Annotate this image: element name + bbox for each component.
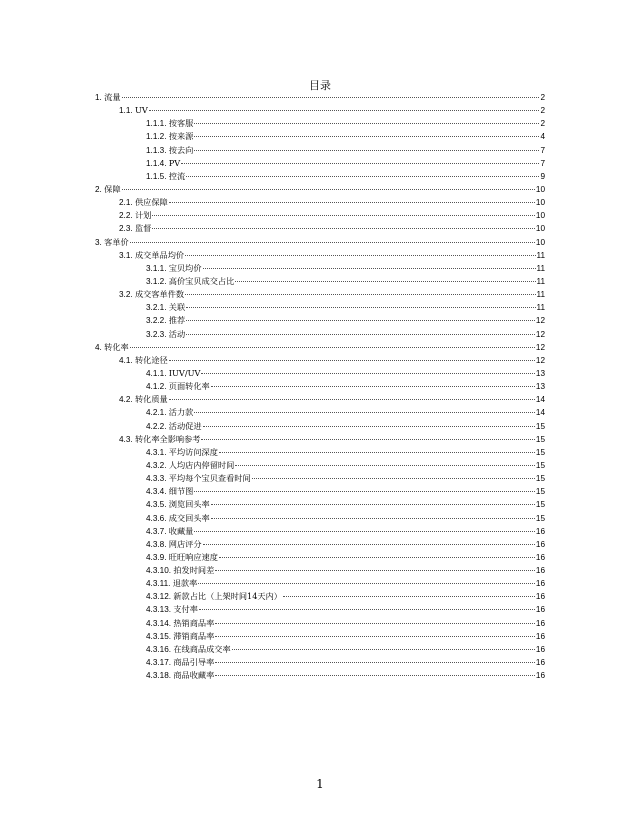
toc-entry[interactable] [0,275,640,288]
toc-entry-page: 16 [535,539,545,549]
dot-leader [122,189,535,190]
toc-entry[interactable] [0,485,640,498]
toc-entry-number: 3.1.1. [146,263,167,273]
toc-entry-page: 10 [535,224,545,234]
dot-leader [215,662,535,663]
toc-entry-page: 14 [535,395,545,405]
toc-entry-number: 3.2.1. [146,303,167,313]
toc-entry[interactable] [0,538,640,551]
dot-leader [199,609,535,610]
toc-entry-page: 16 [535,631,545,641]
toc-entry[interactable] [0,459,640,472]
toc-entry-label: 网店评分 [168,538,202,549]
dot-leader [181,163,539,164]
toc-entry-page: 15 [535,500,545,510]
toc-entry[interactable] [0,354,640,367]
toc-entry-label: 按客服 [168,118,194,129]
toc-entry[interactable] [0,420,640,433]
toc-entry-page: 16 [535,644,545,654]
toc-entry-label: 供应保障 [134,197,168,208]
toc-entry-number: 4.3.2. [146,460,167,470]
dot-leader [130,347,535,348]
toc-entry-label: 宝贝均价 [168,262,202,273]
dot-leader [194,123,539,124]
toc-entry-number: 4.2.2. [146,421,167,431]
dot-leader [186,320,535,321]
toc-entry-label: 关联 [168,302,186,313]
dot-leader [186,307,535,308]
toc-entry-number: 3.1. [119,250,133,260]
toc-entry-label: 推荐 [168,315,186,326]
toc-entry-page: 15 [535,421,545,431]
toc-entry-label: 转化质量 [134,394,168,405]
dot-leader [211,504,535,505]
toc-entry-number: 4.3.11. [146,579,171,589]
toc-entry-label: 在线商品成交率 [173,643,231,654]
toc-entry[interactable] [0,617,640,630]
dot-leader [194,491,535,492]
toc-entry[interactable] [0,144,640,157]
toc-entry[interactable] [0,262,640,275]
dot-leader [169,399,535,400]
toc-entry-number: 3. [95,237,102,247]
toc-entry[interactable] [0,91,640,104]
toc-entry-number: 4.1.1. [146,368,167,378]
toc-entry-page: 16 [535,526,545,536]
toc-entry[interactable] [0,236,640,249]
toc-entry-number: 4.3.12. [146,592,172,602]
toc-entry-page: 7 [540,158,545,168]
toc-entry-label: 成交单品均价 [134,249,185,260]
toc-entry-number: 4.2.1. [146,408,167,418]
toc-entry[interactable] [0,104,640,117]
dot-leader [122,97,540,98]
toc-entry[interactable] [0,288,640,301]
toc-entry-label: 热销商品率 [173,617,215,628]
toc-entry-number: 3.2. [119,290,133,300]
toc-entry-page: 16 [535,566,545,576]
toc-entry-number: 1.1.1. [146,119,167,129]
toc-entry-number: 3.2.2. [146,316,167,326]
toc-entry-number: 2.1. [119,198,133,208]
toc-entry-number: 1.1.4. [146,158,167,168]
toc-entry-number: 1.1. [119,106,133,116]
toc-entry-label: 转化途径 [134,354,168,365]
dot-leader [186,176,539,177]
toc-entry[interactable] [0,433,640,446]
dot-leader [235,465,535,466]
toc-entry-number: 1.1.3. [146,145,167,155]
dot-leader [215,570,535,571]
toc-entry[interactable] [0,551,640,564]
toc-entry-label: 计划 [134,210,152,221]
toc-entry-page: 15 [535,513,545,523]
toc-entry-number: 4.3.18. [146,671,172,681]
toc-entry-label: 页面转化率 [168,381,210,392]
toc-entry[interactable] [0,301,640,314]
toc-entry-number: 4.3.8. [146,539,167,549]
toc-entry-page: 12 [535,316,545,326]
toc-entry-number: 4.3.10. [146,566,172,576]
toc-entry-number: 3.2.3. [146,329,167,339]
toc-entry-page: 15 [535,447,545,457]
toc-entry-page: 15 [535,474,545,484]
toc-entry[interactable] [0,183,640,196]
toc-entry-number: 1. [95,93,102,102]
dot-leader [185,255,535,256]
toc-entry-page: 16 [535,552,545,562]
toc-entry-label: 平均访问深度 [168,446,218,457]
toc-entry[interactable] [0,656,640,669]
toc-entry-label: 细节图 [168,486,194,497]
toc-entry[interactable] [0,170,640,183]
toc-entry[interactable] [0,222,640,235]
toc-entry-page: 16 [535,579,545,589]
dot-leader [219,557,535,558]
toc-entry-label: 商品收藏率 [173,670,215,681]
toc-entry[interactable] [0,446,640,459]
toc-entry-number: 4.3. [119,434,133,444]
toc-entry[interactable] [0,564,640,577]
dot-leader [194,412,535,413]
toc-entry-page: 4 [540,132,545,142]
toc-entry[interactable] [0,130,640,143]
dot-leader [211,518,535,519]
toc-entry-page: 12 [535,355,545,365]
toc-title: 目录 [309,79,331,92]
toc-entry[interactable] [0,393,640,406]
toc-entry-page: 11 [536,303,545,313]
toc-entry-page: 13 [535,382,545,392]
toc-entry-page: 16 [535,671,545,681]
toc-entry[interactable] [0,367,640,380]
toc-entry[interactable] [0,157,640,170]
toc-entry-label: 活力款 [168,407,194,418]
toc-entry[interactable] [0,512,640,525]
toc-entry[interactable] [0,380,640,393]
dot-leader [203,268,536,269]
toc-entry-page: 15 [535,487,545,497]
toc-entry-label: 滞销商品率 [173,630,215,641]
toc-entry-label: 流量 [104,92,121,102]
toc-entry-number: 4.2. [119,395,133,405]
dot-leader [194,531,535,532]
toc-entry-label: 按来源 [168,131,194,142]
toc-entry[interactable] [0,406,640,419]
toc-entry-label: 人均店内停留时间 [168,459,235,470]
toc-entry-page: 11 [536,263,545,273]
toc-entry-label: 活动促进 [168,420,202,431]
toc-entry-number: 2. [95,184,102,194]
toc-entry-number: 4. [95,342,102,352]
toc-entry-label: 拍发时间差 [173,565,215,576]
dot-leader [235,281,535,282]
toc-entry-page: 16 [535,605,545,615]
toc-entry[interactable] [0,249,640,262]
toc-entry-label: 退款率 [172,578,198,589]
toc-entry-label: 收藏量 [168,525,194,536]
toc-entry-label: 转化率 [104,341,129,352]
toc-entry-page: 12 [535,342,545,352]
toc-entry-page: 16 [535,658,545,668]
toc-entry-number: 4.3.13. [146,605,172,615]
dot-leader [215,675,535,676]
toc-entry-number: 2.2. [119,211,133,221]
toc-entry-label: 监督 [134,223,152,234]
toc-entry-page: 11 [536,276,545,286]
dot-leader [252,478,535,479]
toc-entry[interactable] [0,498,640,511]
toc-entry-page: 10 [535,184,545,194]
toc-entry[interactable] [0,525,640,538]
dot-leader [152,228,535,229]
toc-entry-label: 成交客单件数 [134,289,185,300]
toc-entry[interactable] [0,328,640,341]
toc-entry-page: 16 [535,592,545,602]
toc-entry-page: 7 [540,145,545,155]
toc-entry[interactable] [0,577,640,590]
toc-entry-page: 9 [540,171,545,181]
toc-entry[interactable] [0,341,640,354]
dot-leader [201,439,534,440]
toc-entry[interactable] [0,630,640,643]
page-number: 1 [316,777,324,791]
toc-entry[interactable] [0,603,640,616]
toc-entry-page: 2 [540,119,545,129]
dot-leader [194,150,539,151]
toc-entry-number: 4.3.9. [146,552,167,562]
toc-entry-number: 4.3.14. [146,618,172,628]
toc-entry-page: 12 [535,329,545,339]
toc-entry-label: IUV/UV [168,367,201,378]
toc-entry-number: 1.1.5. [146,171,167,181]
toc-entry-number: 2.3. [119,224,133,234]
toc-entry[interactable] [0,472,640,485]
toc-entry-page: 2 [540,93,545,102]
toc-entry-label: 成交回头率 [168,512,210,523]
toc-entry-page: 11 [536,290,545,300]
dot-leader [186,334,535,335]
toc-entry-label: 活动 [168,328,186,339]
toc-entry-number: 4.3.3. [146,474,167,484]
dot-leader [283,596,535,597]
dot-leader [201,373,534,374]
toc-entry-label: 转化率全影响参考 [134,433,201,444]
toc-entry-number: 3.1.2. [146,276,167,286]
dot-leader [149,110,540,111]
toc-entry-page: 14 [535,408,545,418]
toc-entry-label: PV [168,157,181,168]
toc-entry-page: 10 [535,211,545,221]
table-of-contents [0,91,640,682]
dot-leader [130,242,535,243]
toc-entry-number: 4.1. [119,355,133,365]
toc-entry-number: 4.3.5. [146,500,167,510]
toc-entry-number: 4.3.4. [146,487,167,497]
toc-entry-number: 4.3.16. [146,644,172,654]
toc-entry-label: 保障 [104,183,121,194]
toc-entry[interactable] [0,669,640,682]
toc-entry-label: 浏览回头率 [168,499,210,510]
toc-entry-label: 高价宝贝成交占比 [168,275,235,286]
toc-entry-page: 11 [536,250,545,260]
dot-leader [219,452,535,453]
toc-entry-page: 10 [535,237,545,247]
dot-leader [185,294,535,295]
dot-leader [152,215,535,216]
toc-entry-page: 2 [540,106,545,116]
dot-leader [215,623,535,624]
toc-entry-page: 10 [535,198,545,208]
toc-entry-number: 4.3.6. [146,513,167,523]
toc-entry-number: 4.3.1. [146,447,167,457]
toc-entry-number: 4.3.17. [146,658,172,668]
toc-entry-page: 15 [535,434,545,444]
toc-entry[interactable] [0,314,640,327]
toc-entry-label: 控流 [168,170,186,181]
dot-leader [194,136,539,137]
toc-entry-label: UV [134,105,148,116]
toc-entry-number: 4.3.7. [146,526,167,536]
dot-leader [211,386,535,387]
toc-entry-number: 4.3.15. [146,631,172,641]
dot-leader [203,544,535,545]
toc-entry-page: 16 [535,618,545,628]
dot-leader [198,583,535,584]
toc-entry[interactable] [0,209,640,222]
toc-entry-number: 4.1.2. [146,382,167,392]
toc-entry[interactable] [0,590,640,603]
dot-leader [232,649,535,650]
dot-leader [203,426,535,427]
toc-entry-label: 旺旺响应速度 [168,551,218,562]
dot-leader [215,636,535,637]
toc-entry-label: 支付率 [173,604,198,615]
toc-entry-label: 按去向 [168,144,194,155]
toc-entry-label: 新款占比（上架时间14天内） [173,591,282,602]
dot-leader [169,360,535,361]
toc-entry-label: 客单价 [104,236,129,247]
toc-entry[interactable] [0,196,640,209]
toc-entry[interactable] [0,643,640,656]
toc-entry-page: 15 [535,460,545,470]
toc-entry-label: 平均每个宝贝查看时间 [168,473,251,484]
toc-entry-page: 13 [535,368,545,378]
toc-entry-number: 1.1.2. [146,132,167,142]
dot-leader [169,202,535,203]
toc-entry[interactable] [0,117,640,130]
toc-entry-label: 商品引导率 [173,657,215,668]
